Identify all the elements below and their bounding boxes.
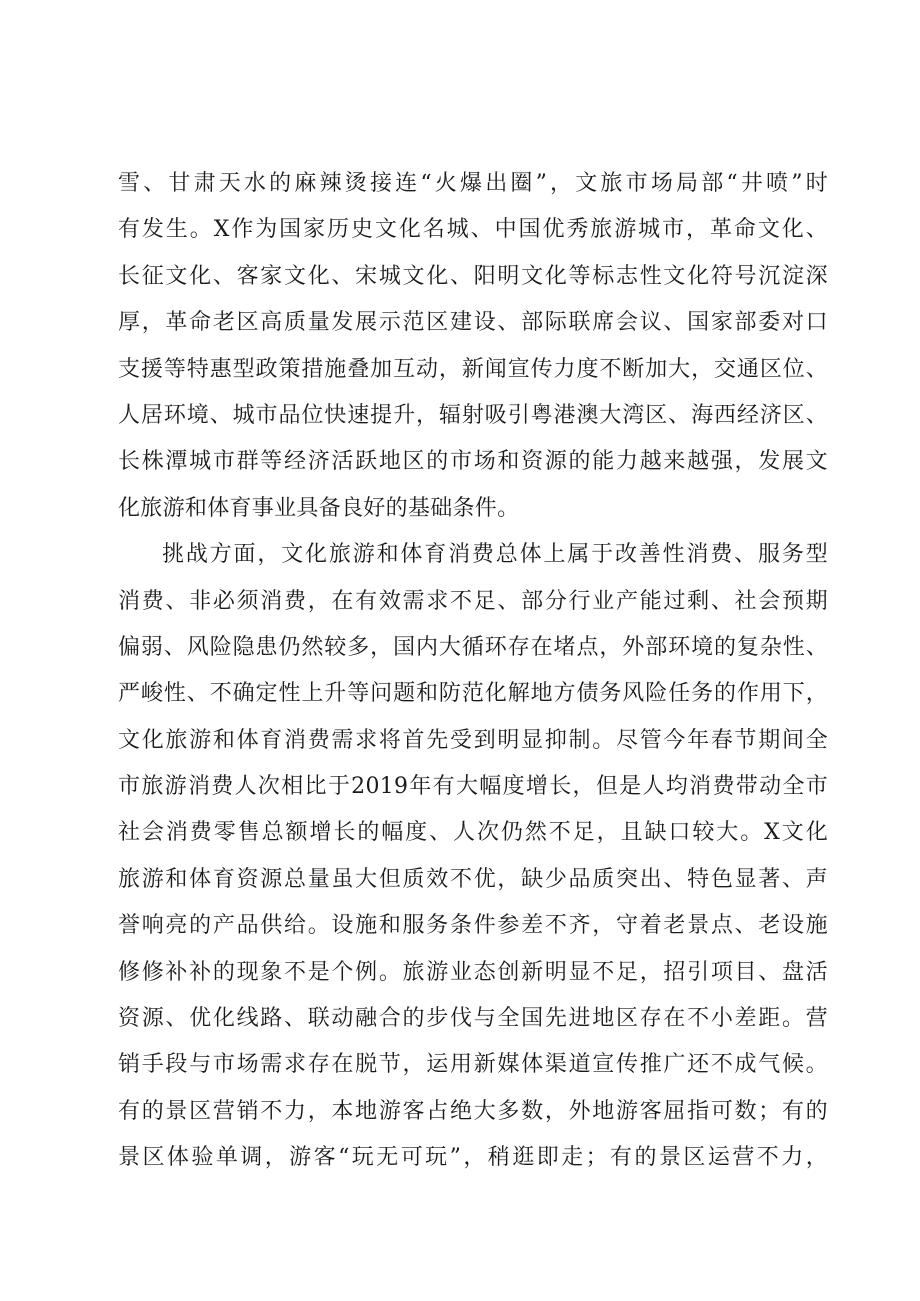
text-line: 雪、甘肃天水的麻辣烫接连“火爆出圈”，文旅市场局部“井喷”时 xyxy=(118,171,828,196)
document-body xyxy=(118,161,828,1182)
text-line: 修修补补的现象不是个例。旅游业态创新明显不足，招引项目、盘活 xyxy=(118,959,828,985)
text-line: 文化旅游和体育消费需求将首先受到明显抑制。尽管今年春节期间全 xyxy=(118,727,828,753)
text-line: 严峻性、不确定性上升等问题和防范化解地方债务风险任务的作用下， xyxy=(118,681,828,707)
text-line: 支援等特惠型政策措施叠加互动，新闻宣传力度不断加大，交通区位、 xyxy=(118,356,828,382)
text-line: 社会消费零售总额增长的幅度、人次仍然不足，且缺口较大。X文化 xyxy=(118,820,828,846)
paragraph-challenges xyxy=(118,532,828,1181)
text-line: 资源、优化线路、联动融合的步伐与全国先进地区存在不小差距。营 xyxy=(118,1006,828,1032)
text-line: 消费、非必须消费，在有效需求不足、部分行业产能过剩、社会预期 xyxy=(118,588,828,614)
text-line: 旅游和体育资源总量虽大但质效不优，缺少品质突出、特色显著、声 xyxy=(118,866,828,892)
text-line: 销手段与市场需求存在脱节，运用新媒体渠道宣传推广还不成气候。 xyxy=(118,1052,828,1078)
text-line: 有的景区营销不力，本地游客占绝大多数，外地游客屈指可数；有的 xyxy=(118,1098,828,1124)
text-line: 誉响亮的产品供给。设施和服务条件参差不齐，守着老景点、老设施 xyxy=(118,913,828,939)
text-line: 市旅游消费人次相比于2019年有大幅度增长，但是人均消费带动全市 xyxy=(118,774,828,800)
paragraph-opportunities xyxy=(118,161,828,532)
text-line: 景区体验单调，游客“玩无可玩”，稍逛即走；有的景区运营不力， xyxy=(118,1145,828,1171)
text-line: 人居环境、城市品位快速提升，辐射吸引粤港澳大湾区、海西经济区、 xyxy=(118,402,828,428)
text-line: 长征文化、客家文化、宋城文化、阳明文化等标志性文化符号沉淀深 xyxy=(118,263,828,289)
text-line: 偏弱、风险隐患仍然较多，国内大循环存在堵点，外部环境的复杂性、 xyxy=(118,634,828,660)
text-line: 化旅游和体育事业具备良好的基础条件。 xyxy=(118,495,520,521)
text-line: 有发生。X作为国家历史文化名城、中国优秀旅游城市，革命文化、 xyxy=(118,217,828,243)
text-line: 长株潭城市群等经济活跃地区的市场和资源的能力越来越强，发展文 xyxy=(118,449,828,475)
text-line: 厚，革命老区高质量发展示范区建设、部际联席会议、国家部委对口 xyxy=(118,310,828,336)
text-line: 挑战方面，文化旅游和体育消费总体上属于改善性消费、服务型 xyxy=(162,542,828,568)
